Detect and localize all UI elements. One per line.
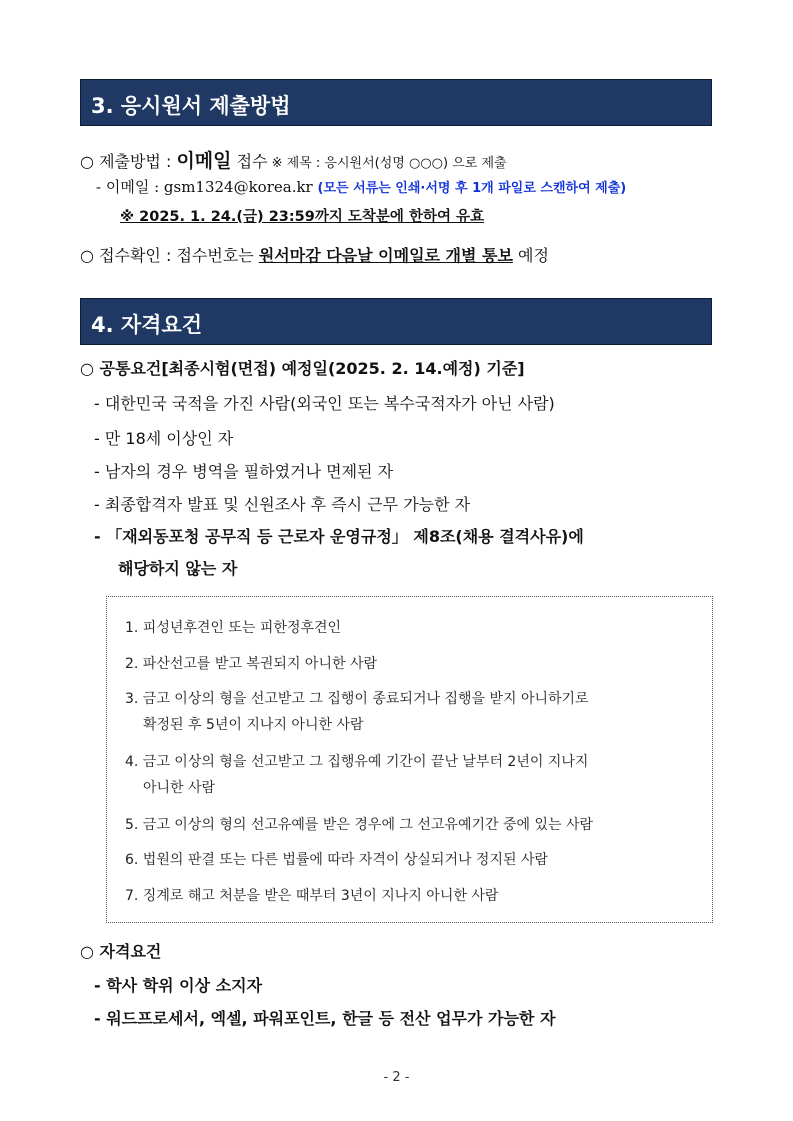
disqualification-item: 3. 금고 이상의 형을 선고받고 그 집행이 종료되거나 집행을 받지 아니하기로 [125, 691, 589, 707]
disqualification-item: 4. 금고 이상의 형을 선고받고 그 집행유예 기간이 끝난 날부터 2년이 지나지 [125, 754, 589, 770]
common-item: - 최종합격자 발표 및 신원조사 후 즉시 근무 가능한 자 [94, 495, 471, 514]
section-4-header [80, 298, 712, 345]
common-requirements-heading: ○ 공통요건[최종시험(면접) 예정일(2025. 2. 14.예정) 기준] [80, 359, 525, 378]
confirm-line [80, 243, 549, 266]
disqualification-box [106, 596, 713, 923]
disqualification-item: 2. 파산선고를 받고 복권되지 아니한 사람 [125, 656, 377, 672]
disqualification-item: 1. 피성년후견인 또는 피한정후견인 [125, 620, 342, 636]
confirm-value: 원서마감 다음날 이메일로 개별 통보 [258, 246, 513, 265]
method-label: 제출방법 : [99, 152, 177, 171]
bullet: ○ [80, 246, 94, 265]
disqualification-item-cont: 확정된 후 5년이 지나지 아니한 사람 [143, 717, 364, 733]
method-tail: 접수 [231, 152, 268, 171]
confirm-label: 접수확인 : 접수번호는 [99, 246, 259, 265]
common-item: - 만 18세 이상인 자 [94, 429, 234, 448]
email-note: (모든 서류는 인쇄·서명 후 1개 파일로 스캔하여 제출) [317, 181, 627, 196]
page-number: - 2 - [383, 1070, 410, 1085]
common-item: - 대한민국 국적을 가진 사람(외국인 또는 복수국적자가 아닌 사람) [94, 394, 555, 413]
qualification-item: - 학사 학위 이상 소지자 [94, 976, 263, 995]
disqualification-item: 7. 징계로 해고 처분을 받은 때부터 3년이 지나지 아니한 사람 [125, 888, 499, 904]
section-3-title: 3. 응시원서 제출방법 [91, 94, 291, 118]
deadline-line: ※ 2025. 1. 24.(금) 23:59까지 도착분에 한하여 유효 [120, 209, 485, 225]
common-item: - 남자의 경우 병역을 필하였거나 면제된 자 [94, 462, 394, 481]
email-address: - 이메일 : gsm1324@korea.kr [96, 178, 318, 196]
qualification-heading: ○ 자격요건 [80, 942, 162, 961]
method-note: ※ 제목 : 응시원서(성명 ○○○) 으로 제출 [267, 156, 507, 171]
section-3-header [80, 79, 712, 126]
method-line [80, 146, 507, 173]
bullet: ○ [80, 152, 94, 171]
confirm-tail: 예정 [512, 246, 549, 265]
rule-line-1: - 「재외동포청 공무직 등 근로자 운영규정」 제8조(채용 결격사유)에 [94, 527, 584, 546]
disqualification-item-cont: 아니한 사람 [143, 780, 216, 796]
qualification-item: - 워드프로세서, 엑셀, 파워포인트, 한글 등 전산 업무가 가능한 자 [94, 1009, 556, 1028]
disqualification-item: 5. 금고 이상의 형의 선고유예를 받은 경우에 그 선고유예기간 중에 있는 사람 [125, 817, 594, 833]
section-4-title: 4. 자격요건 [91, 313, 203, 337]
method-value: 이메일 [176, 150, 232, 172]
disqualification-item: 6. 법원의 판결 또는 다른 법률에 따라 자격이 상실되거나 정지된 사람 [125, 852, 549, 868]
rule-line-2: 해당하지 않는 자 [118, 559, 238, 578]
email-line [96, 176, 626, 197]
